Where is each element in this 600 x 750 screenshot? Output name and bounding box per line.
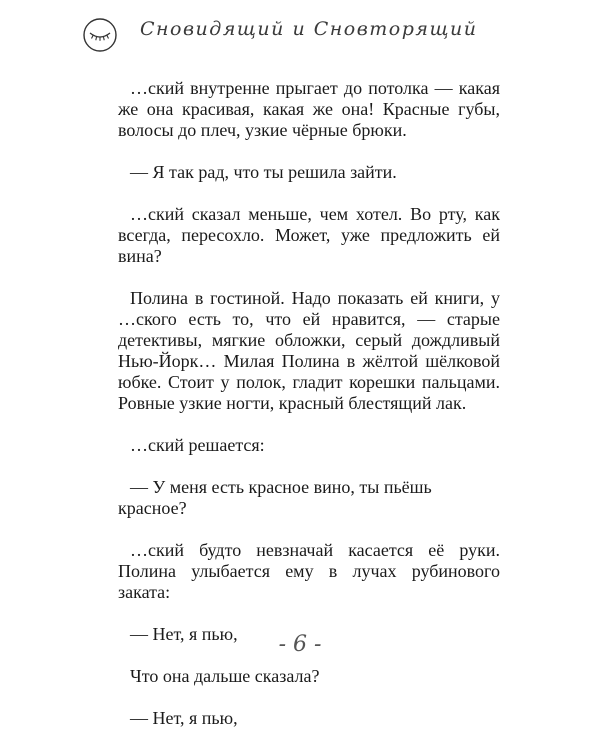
paragraph: Полина в гостиной. Надо показать ей книги, у …ского есть то, что ей нравится, — старые детективы, мягкие обложки, серый дождливый Нью-Йорк… Милая Полина в жёлтой шёлковой юбке. Стоит у полок, гладит корешки пальцами. Ровные узкие ногти, красный блестящий лак. — [118, 288, 500, 413]
paragraph-dialogue: — Нет, я пью, — [130, 708, 238, 728]
paragraph-dialogue: — У меня есть красное вино, ты пьёшь красное? — [118, 477, 432, 518]
paragraph: Что она дальше сказала? — [130, 666, 320, 686]
book-title: Сновидящий и Сновторящий — [140, 18, 478, 40]
paragraph: …ский будто невзначай касается её руки. Полина улыбается ему в лучах рубинового заката: — [118, 540, 500, 602]
page-header — [0, 0, 600, 70]
paragraph-dialogue: — Нет, я пью, — [130, 624, 238, 644]
paragraph: …ский решается: — [130, 435, 265, 455]
closed-eye-icon — [82, 17, 118, 53]
paragraph: …ский внутренне прыгает до потолка — какая же она красивая, какая же она! Красные губы, волосы до плеч, узкие чёрные брюки. — [118, 78, 500, 140]
paragraph-dialogue: — Я так рад, что ты решила зайти. — [130, 162, 397, 182]
paragraph: …ский сказал меньше, чем хотел. Во рту, как всегда, пересохло. Может, уже предложить ей вина? — [118, 204, 500, 266]
page-number: - 6 - — [278, 632, 322, 657]
